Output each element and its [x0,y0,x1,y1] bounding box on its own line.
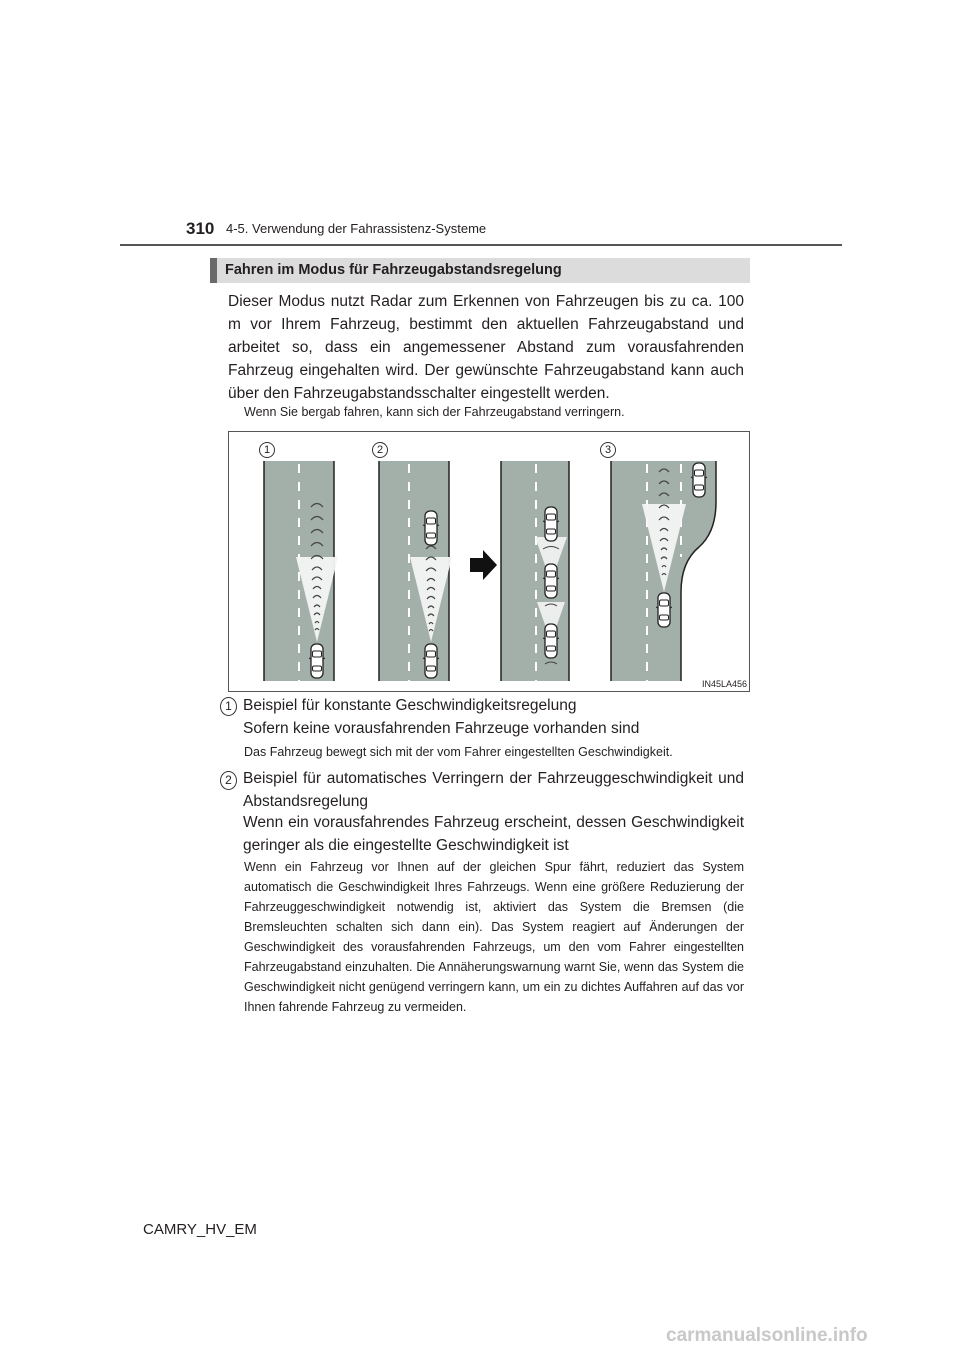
header-divider [120,244,842,246]
road-scene-2 [379,461,452,681]
figure-marker-2: 2 [372,442,388,458]
illustration-figure [228,431,750,692]
road-scene-3 [501,461,569,681]
item-subtitle: Wenn ein vorausfahrendes Fahrzeug erscheint, dessen Geschwindigkeit geringer als die eingestellte Geschwindigkeit ist [243,814,744,854]
road-diagram [229,432,749,691]
intro-paragraph: Dieser Modus nutzt Radar zum Erkennen von Fahrzeugen bis zu ca. 100 m vor Ihrem Fahrzeug, bestimmt den aktuellen Fahrzeugabstand und arbeitet so, dass ein angemessener Abstand zum vorausfahrenden Fahrzeug eingehalten wird. Der gewünschte Fahrzeugabstand kann auch über den Fahrzeugabstandsschalter eingestellt werden. [228,293,744,402]
item-number: 2 [220,771,237,790]
road-scene-4 [611,461,716,681]
section-title: 4-5. Verwendung der Fahrassistenz-Systeme [226,221,487,236]
road-scene-1 [264,461,338,681]
model-code: CAMRY_HV_EM [143,1221,257,1238]
item-number: 1 [220,697,237,716]
section-heading-bar [210,258,750,283]
intro-note: Wenn Sie bergab fahren, kann sich der Fahrzeugabstand verringern. [244,405,625,419]
item-title: Beispiel für konstante Geschwindigkeitsregelung [243,697,577,714]
item-note: Das Fahrzeug bewegt sich mit der vom Fahrer eingestellten Geschwindigkeit. [244,745,673,759]
heading-accent [210,258,217,283]
transition-arrow-icon [470,550,497,580]
item-subtitle: Sofern keine vorausfahrenden Fahrzeuge vorhanden sind [243,720,640,737]
figure-marker-3: 3 [600,442,616,458]
item-note: Wenn ein Fahrzeug vor Ihnen auf der gleichen Spur fährt, reduziert das System automatisch die Geschwindigkeit Ihres Fahrzeugs. Wenn eine größere Reduzierung der Fahrzeuggeschwindigkeit notwendig ist, aktiviert das System die Bremsen (die Bremsleuchten schalten sich dann ein). Das System reagiert auf Änderungen der Geschwindigkeit des vorausfahrenden Fahrzeugs, um den vom Fahrer eingestellten Fahrzeugabstand einzuhalten. Die Annäherungswarnung warnt Sie, wenn das System die Geschwindigkeit nicht genügend verringern kann, um ein zu dichtes Auffahren auf das vor Ihnen fahrende Fahrzeug zu vermeiden. [244,860,744,1014]
page-number: 310 [186,219,215,238]
item-title: Beispiel für automatisches Verringern der Fahrzeuggeschwindigkeit und Abstandsregelung [243,770,744,810]
figure-marker-1: 1 [259,442,275,458]
figure-code: IN45LA456 [702,679,748,689]
section-heading: Fahren im Modus für Fahrzeugabstandsregelung [225,262,562,278]
watermark: carmanualsonline.info [666,1325,868,1346]
